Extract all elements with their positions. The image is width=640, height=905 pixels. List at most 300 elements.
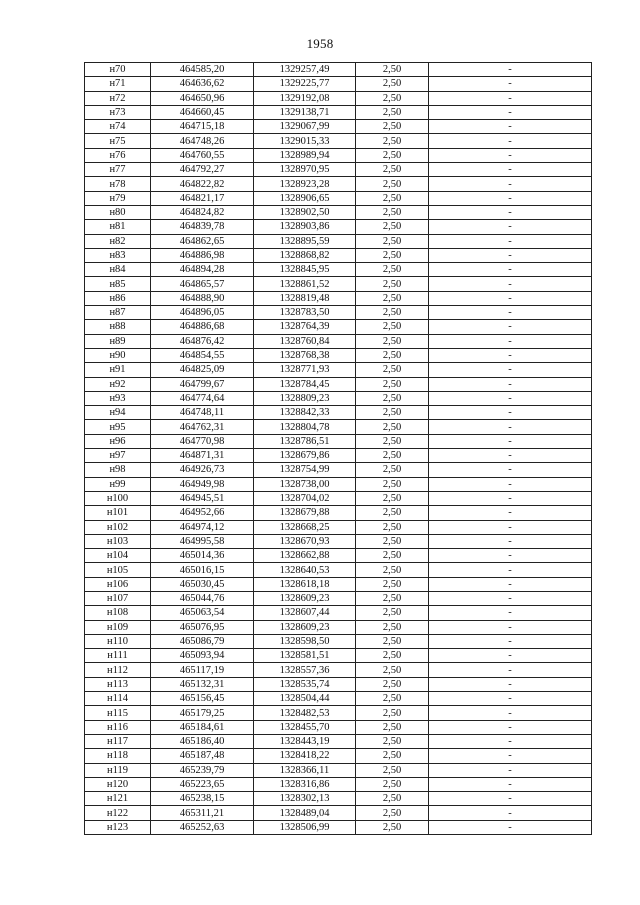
table-row bbox=[85, 463, 592, 477]
point-id-cell: н74 bbox=[85, 120, 151, 134]
table-row bbox=[85, 634, 592, 648]
table-row bbox=[85, 406, 592, 420]
table-row bbox=[85, 720, 592, 734]
y-coordinate-cell: 1328316,86 bbox=[254, 777, 356, 791]
x-coordinate-cell: 464821,17 bbox=[151, 191, 254, 205]
x-coordinate-cell: 465184,61 bbox=[151, 720, 254, 734]
precision-cell: 2,50 bbox=[356, 734, 429, 748]
description-cell: - bbox=[429, 434, 592, 448]
y-coordinate-cell: 1328786,51 bbox=[254, 434, 356, 448]
x-coordinate-cell: 464824,82 bbox=[151, 205, 254, 219]
description-cell: - bbox=[429, 163, 592, 177]
description-cell: - bbox=[429, 120, 592, 134]
x-coordinate-cell: 465186,40 bbox=[151, 734, 254, 748]
table-row bbox=[85, 549, 592, 563]
y-coordinate-cell: 1328598,50 bbox=[254, 634, 356, 648]
precision-cell: 2,50 bbox=[356, 506, 429, 520]
table-row bbox=[85, 334, 592, 348]
point-id-cell: н119 bbox=[85, 763, 151, 777]
x-coordinate-cell: 464760,55 bbox=[151, 148, 254, 162]
x-coordinate-cell: 465063,54 bbox=[151, 606, 254, 620]
table-row bbox=[85, 449, 592, 463]
precision-cell: 2,50 bbox=[356, 477, 429, 491]
y-coordinate-cell: 1328418,22 bbox=[254, 749, 356, 763]
y-coordinate-cell: 1328768,38 bbox=[254, 348, 356, 362]
point-id-cell: н87 bbox=[85, 306, 151, 320]
precision-cell: 2,50 bbox=[356, 634, 429, 648]
y-coordinate-cell: 1328868,82 bbox=[254, 248, 356, 262]
table-row bbox=[85, 63, 592, 77]
y-coordinate-cell: 1328455,70 bbox=[254, 720, 356, 734]
precision-cell: 2,50 bbox=[356, 120, 429, 134]
y-coordinate-cell: 1328760,84 bbox=[254, 334, 356, 348]
table-row bbox=[85, 420, 592, 434]
x-coordinate-cell: 464926,73 bbox=[151, 463, 254, 477]
y-coordinate-cell: 1328668,25 bbox=[254, 520, 356, 534]
description-cell: - bbox=[429, 306, 592, 320]
y-coordinate-cell: 1328607,44 bbox=[254, 606, 356, 620]
x-coordinate-cell: 464974,12 bbox=[151, 520, 254, 534]
precision-cell: 2,50 bbox=[356, 820, 429, 834]
y-coordinate-cell: 1328662,88 bbox=[254, 549, 356, 563]
description-cell: - bbox=[429, 406, 592, 420]
y-coordinate-cell: 1328506,99 bbox=[254, 820, 356, 834]
x-coordinate-cell: 465252,63 bbox=[151, 820, 254, 834]
point-id-cell: н103 bbox=[85, 534, 151, 548]
x-coordinate-cell: 464792,27 bbox=[151, 163, 254, 177]
precision-cell: 2,50 bbox=[356, 105, 429, 119]
x-coordinate-cell: 465030,45 bbox=[151, 577, 254, 591]
precision-cell: 2,50 bbox=[356, 591, 429, 605]
x-coordinate-cell: 464862,65 bbox=[151, 234, 254, 248]
table-row bbox=[85, 477, 592, 491]
table-row bbox=[85, 434, 592, 448]
y-coordinate-cell: 1328557,36 bbox=[254, 663, 356, 677]
table-row bbox=[85, 134, 592, 148]
x-coordinate-cell: 465016,15 bbox=[151, 563, 254, 577]
precision-cell: 2,50 bbox=[356, 434, 429, 448]
y-coordinate-cell: 1328764,39 bbox=[254, 320, 356, 334]
precision-cell: 2,50 bbox=[356, 649, 429, 663]
table-row bbox=[85, 577, 592, 591]
point-id-cell: н82 bbox=[85, 234, 151, 248]
description-cell: - bbox=[429, 391, 592, 405]
x-coordinate-cell: 464660,45 bbox=[151, 105, 254, 119]
table-row bbox=[85, 706, 592, 720]
y-coordinate-cell: 1328895,59 bbox=[254, 234, 356, 248]
table-row bbox=[85, 391, 592, 405]
x-coordinate-cell: 464799,67 bbox=[151, 377, 254, 391]
y-coordinate-cell: 1328970,95 bbox=[254, 163, 356, 177]
precision-cell: 2,50 bbox=[356, 277, 429, 291]
precision-cell: 2,50 bbox=[356, 491, 429, 505]
table-row bbox=[85, 91, 592, 105]
precision-cell: 2,50 bbox=[356, 91, 429, 105]
precision-cell: 2,50 bbox=[356, 777, 429, 791]
x-coordinate-cell: 465179,25 bbox=[151, 706, 254, 720]
coordinates-table bbox=[84, 62, 592, 835]
y-coordinate-cell: 1329225,77 bbox=[254, 77, 356, 91]
y-coordinate-cell: 1329015,33 bbox=[254, 134, 356, 148]
precision-cell: 2,50 bbox=[356, 720, 429, 734]
y-coordinate-cell: 1328784,45 bbox=[254, 377, 356, 391]
x-coordinate-cell: 464865,57 bbox=[151, 277, 254, 291]
x-coordinate-cell: 465239,79 bbox=[151, 763, 254, 777]
x-coordinate-cell: 465311,21 bbox=[151, 806, 254, 820]
y-coordinate-cell: 1328989,94 bbox=[254, 148, 356, 162]
description-cell: - bbox=[429, 534, 592, 548]
x-coordinate-cell: 464945,51 bbox=[151, 491, 254, 505]
y-coordinate-cell: 1329067,99 bbox=[254, 120, 356, 134]
point-id-cell: н70 bbox=[85, 63, 151, 77]
table-row bbox=[85, 306, 592, 320]
y-coordinate-cell: 1328443,19 bbox=[254, 734, 356, 748]
x-coordinate-cell: 464888,90 bbox=[151, 291, 254, 305]
y-coordinate-cell: 1328640,53 bbox=[254, 563, 356, 577]
table-row bbox=[85, 263, 592, 277]
y-coordinate-cell: 1328618,18 bbox=[254, 577, 356, 591]
table-row bbox=[85, 563, 592, 577]
y-coordinate-cell: 1329192,08 bbox=[254, 91, 356, 105]
table-row bbox=[85, 620, 592, 634]
precision-cell: 2,50 bbox=[356, 620, 429, 634]
point-id-cell: н123 bbox=[85, 820, 151, 834]
precision-cell: 2,50 bbox=[356, 563, 429, 577]
point-id-cell: н96 bbox=[85, 434, 151, 448]
table-row bbox=[85, 763, 592, 777]
x-coordinate-cell: 464748,26 bbox=[151, 134, 254, 148]
point-id-cell: н72 bbox=[85, 91, 151, 105]
x-coordinate-cell: 465156,45 bbox=[151, 692, 254, 706]
table-row bbox=[85, 377, 592, 391]
y-coordinate-cell: 1328819,48 bbox=[254, 291, 356, 305]
x-coordinate-cell: 464748,11 bbox=[151, 406, 254, 420]
precision-cell: 2,50 bbox=[356, 549, 429, 563]
x-coordinate-cell: 465238,15 bbox=[151, 792, 254, 806]
table-row bbox=[85, 806, 592, 820]
precision-cell: 2,50 bbox=[356, 420, 429, 434]
y-coordinate-cell: 1329138,71 bbox=[254, 105, 356, 119]
table-row bbox=[85, 606, 592, 620]
description-cell: - bbox=[429, 820, 592, 834]
point-id-cell: н84 bbox=[85, 263, 151, 277]
description-cell: - bbox=[429, 577, 592, 591]
point-id-cell: н109 bbox=[85, 620, 151, 634]
description-cell: - bbox=[429, 220, 592, 234]
point-id-cell: н81 bbox=[85, 220, 151, 234]
table-row bbox=[85, 820, 592, 834]
table-row bbox=[85, 520, 592, 534]
y-coordinate-cell: 1328842,33 bbox=[254, 406, 356, 420]
point-id-cell: н75 bbox=[85, 134, 151, 148]
description-cell: - bbox=[429, 706, 592, 720]
description-cell: - bbox=[429, 520, 592, 534]
description-cell: - bbox=[429, 348, 592, 362]
table-row bbox=[85, 792, 592, 806]
point-id-cell: н91 bbox=[85, 363, 151, 377]
x-coordinate-cell: 465014,36 bbox=[151, 549, 254, 563]
description-cell: - bbox=[429, 763, 592, 777]
table-row bbox=[85, 348, 592, 362]
x-coordinate-cell: 464822,82 bbox=[151, 177, 254, 191]
precision-cell: 2,50 bbox=[356, 77, 429, 91]
table-row bbox=[85, 491, 592, 505]
x-coordinate-cell: 464770,98 bbox=[151, 434, 254, 448]
point-id-cell: н94 bbox=[85, 406, 151, 420]
description-cell: - bbox=[429, 606, 592, 620]
y-coordinate-cell: 1328923,28 bbox=[254, 177, 356, 191]
point-id-cell: н106 bbox=[85, 577, 151, 591]
point-id-cell: н120 bbox=[85, 777, 151, 791]
y-coordinate-cell: 1328804,78 bbox=[254, 420, 356, 434]
description-cell: - bbox=[429, 692, 592, 706]
point-id-cell: н85 bbox=[85, 277, 151, 291]
description-cell: - bbox=[429, 291, 592, 305]
y-coordinate-cell: 1328861,52 bbox=[254, 277, 356, 291]
y-coordinate-cell: 1328366,11 bbox=[254, 763, 356, 777]
x-coordinate-cell: 464650,96 bbox=[151, 91, 254, 105]
precision-cell: 2,50 bbox=[356, 577, 429, 591]
point-id-cell: н118 bbox=[85, 749, 151, 763]
x-coordinate-cell: 464585,20 bbox=[151, 63, 254, 77]
point-id-cell: н104 bbox=[85, 549, 151, 563]
x-coordinate-cell: 464854,55 bbox=[151, 348, 254, 362]
point-id-cell: н78 bbox=[85, 177, 151, 191]
point-id-cell: н108 bbox=[85, 606, 151, 620]
point-id-cell: н92 bbox=[85, 377, 151, 391]
point-id-cell: н114 bbox=[85, 692, 151, 706]
point-id-cell: н88 bbox=[85, 320, 151, 334]
x-coordinate-cell: 464871,31 bbox=[151, 449, 254, 463]
y-coordinate-cell: 1328845,95 bbox=[254, 263, 356, 277]
description-cell: - bbox=[429, 191, 592, 205]
x-coordinate-cell: 465187,48 bbox=[151, 749, 254, 763]
description-cell: - bbox=[429, 792, 592, 806]
point-id-cell: н80 bbox=[85, 205, 151, 219]
point-id-cell: н99 bbox=[85, 477, 151, 491]
description-cell: - bbox=[429, 277, 592, 291]
point-id-cell: н115 bbox=[85, 706, 151, 720]
description-cell: - bbox=[429, 105, 592, 119]
y-coordinate-cell: 1328302,13 bbox=[254, 792, 356, 806]
description-cell: - bbox=[429, 248, 592, 262]
description-cell: - bbox=[429, 77, 592, 91]
description-cell: - bbox=[429, 134, 592, 148]
point-id-cell: н76 bbox=[85, 148, 151, 162]
description-cell: - bbox=[429, 491, 592, 505]
x-coordinate-cell: 464839,78 bbox=[151, 220, 254, 234]
y-coordinate-cell: 1328783,50 bbox=[254, 306, 356, 320]
point-id-cell: н121 bbox=[85, 792, 151, 806]
description-cell: - bbox=[429, 377, 592, 391]
description-cell: - bbox=[429, 477, 592, 491]
description-cell: - bbox=[429, 148, 592, 162]
precision-cell: 2,50 bbox=[356, 363, 429, 377]
table-row bbox=[85, 692, 592, 706]
point-id-cell: н83 bbox=[85, 248, 151, 262]
precision-cell: 2,50 bbox=[356, 134, 429, 148]
description-cell: - bbox=[429, 463, 592, 477]
precision-cell: 2,50 bbox=[356, 205, 429, 219]
y-coordinate-cell: 1328670,93 bbox=[254, 534, 356, 548]
y-coordinate-cell: 1328609,23 bbox=[254, 591, 356, 605]
precision-cell: 2,50 bbox=[356, 63, 429, 77]
description-cell: - bbox=[429, 177, 592, 191]
precision-cell: 2,50 bbox=[356, 348, 429, 362]
point-id-cell: н122 bbox=[85, 806, 151, 820]
table-row bbox=[85, 291, 592, 305]
y-coordinate-cell: 1328902,50 bbox=[254, 205, 356, 219]
y-coordinate-cell: 1328906,65 bbox=[254, 191, 356, 205]
description-cell: - bbox=[429, 234, 592, 248]
precision-cell: 2,50 bbox=[356, 163, 429, 177]
y-coordinate-cell: 1328679,88 bbox=[254, 506, 356, 520]
table-row bbox=[85, 734, 592, 748]
y-coordinate-cell: 1328809,23 bbox=[254, 391, 356, 405]
table-row bbox=[85, 277, 592, 291]
point-id-cell: н95 bbox=[85, 420, 151, 434]
precision-cell: 2,50 bbox=[356, 191, 429, 205]
table-row bbox=[85, 677, 592, 691]
x-coordinate-cell: 464886,68 bbox=[151, 320, 254, 334]
precision-cell: 2,50 bbox=[356, 263, 429, 277]
point-id-cell: н111 bbox=[85, 649, 151, 663]
precision-cell: 2,50 bbox=[356, 391, 429, 405]
x-coordinate-cell: 464774,64 bbox=[151, 391, 254, 405]
description-cell: - bbox=[429, 620, 592, 634]
table-row bbox=[85, 663, 592, 677]
precision-cell: 2,50 bbox=[356, 606, 429, 620]
description-cell: - bbox=[429, 63, 592, 77]
description-cell: - bbox=[429, 720, 592, 734]
point-id-cell: н110 bbox=[85, 634, 151, 648]
x-coordinate-cell: 465132,31 bbox=[151, 677, 254, 691]
point-id-cell: н112 bbox=[85, 663, 151, 677]
precision-cell: 2,50 bbox=[356, 663, 429, 677]
precision-cell: 2,50 bbox=[356, 334, 429, 348]
y-coordinate-cell: 1328504,44 bbox=[254, 692, 356, 706]
point-id-cell: н105 bbox=[85, 563, 151, 577]
x-coordinate-cell: 465093,94 bbox=[151, 649, 254, 663]
y-coordinate-cell: 1328754,99 bbox=[254, 463, 356, 477]
x-coordinate-cell: 464896,05 bbox=[151, 306, 254, 320]
precision-cell: 2,50 bbox=[356, 763, 429, 777]
precision-cell: 2,50 bbox=[356, 406, 429, 420]
precision-cell: 2,50 bbox=[356, 692, 429, 706]
x-coordinate-cell: 465117,19 bbox=[151, 663, 254, 677]
description-cell: - bbox=[429, 263, 592, 277]
table-row bbox=[85, 591, 592, 605]
table-row bbox=[85, 148, 592, 162]
y-coordinate-cell: 1328609,23 bbox=[254, 620, 356, 634]
y-coordinate-cell: 1328679,86 bbox=[254, 449, 356, 463]
table-row bbox=[85, 220, 592, 234]
x-coordinate-cell: 464995,58 bbox=[151, 534, 254, 548]
x-coordinate-cell: 464952,66 bbox=[151, 506, 254, 520]
description-cell: - bbox=[429, 677, 592, 691]
precision-cell: 2,50 bbox=[356, 534, 429, 548]
precision-cell: 2,50 bbox=[356, 792, 429, 806]
table-row bbox=[85, 777, 592, 791]
y-coordinate-cell: 1328482,53 bbox=[254, 706, 356, 720]
precision-cell: 2,50 bbox=[356, 449, 429, 463]
x-coordinate-cell: 464636,62 bbox=[151, 77, 254, 91]
precision-cell: 2,50 bbox=[356, 377, 429, 391]
y-coordinate-cell: 1328535,74 bbox=[254, 677, 356, 691]
point-id-cell: н71 bbox=[85, 77, 151, 91]
point-id-cell: н93 bbox=[85, 391, 151, 405]
description-cell: - bbox=[429, 634, 592, 648]
point-id-cell: н107 bbox=[85, 591, 151, 605]
precision-cell: 2,50 bbox=[356, 306, 429, 320]
description-cell: - bbox=[429, 649, 592, 663]
y-coordinate-cell: 1328903,86 bbox=[254, 220, 356, 234]
precision-cell: 2,50 bbox=[356, 706, 429, 720]
precision-cell: 2,50 bbox=[356, 148, 429, 162]
point-id-cell: н90 bbox=[85, 348, 151, 362]
description-cell: - bbox=[429, 420, 592, 434]
table-row bbox=[85, 749, 592, 763]
point-id-cell: н101 bbox=[85, 506, 151, 520]
table-row bbox=[85, 205, 592, 219]
x-coordinate-cell: 464894,28 bbox=[151, 263, 254, 277]
precision-cell: 2,50 bbox=[356, 248, 429, 262]
precision-cell: 2,50 bbox=[356, 291, 429, 305]
x-coordinate-cell: 464825,09 bbox=[151, 363, 254, 377]
precision-cell: 2,50 bbox=[356, 520, 429, 534]
description-cell: - bbox=[429, 91, 592, 105]
precision-cell: 2,50 bbox=[356, 463, 429, 477]
table-row bbox=[85, 506, 592, 520]
table-row bbox=[85, 163, 592, 177]
table-row bbox=[85, 120, 592, 134]
description-cell: - bbox=[429, 449, 592, 463]
y-coordinate-cell: 1328771,93 bbox=[254, 363, 356, 377]
point-id-cell: н102 bbox=[85, 520, 151, 534]
point-id-cell: н86 bbox=[85, 291, 151, 305]
description-cell: - bbox=[429, 663, 592, 677]
precision-cell: 2,50 bbox=[356, 749, 429, 763]
description-cell: - bbox=[429, 320, 592, 334]
point-id-cell: н97 bbox=[85, 449, 151, 463]
precision-cell: 2,50 bbox=[356, 677, 429, 691]
point-id-cell: н73 bbox=[85, 105, 151, 119]
x-coordinate-cell: 464762,31 bbox=[151, 420, 254, 434]
description-cell: - bbox=[429, 506, 592, 520]
x-coordinate-cell: 465044,76 bbox=[151, 591, 254, 605]
precision-cell: 2,50 bbox=[356, 177, 429, 191]
table-row bbox=[85, 320, 592, 334]
point-id-cell: н117 bbox=[85, 734, 151, 748]
y-coordinate-cell: 1328738,00 bbox=[254, 477, 356, 491]
table-row bbox=[85, 649, 592, 663]
y-coordinate-cell: 1328489,04 bbox=[254, 806, 356, 820]
x-coordinate-cell: 464949,98 bbox=[151, 477, 254, 491]
point-id-cell: н113 bbox=[85, 677, 151, 691]
table-row bbox=[85, 105, 592, 119]
precision-cell: 2,50 bbox=[356, 806, 429, 820]
table-row bbox=[85, 248, 592, 262]
table-row bbox=[85, 191, 592, 205]
description-cell: - bbox=[429, 363, 592, 377]
table-row bbox=[85, 177, 592, 191]
point-id-cell: н77 bbox=[85, 163, 151, 177]
description-cell: - bbox=[429, 591, 592, 605]
precision-cell: 2,50 bbox=[356, 320, 429, 334]
description-cell: - bbox=[429, 734, 592, 748]
point-id-cell: н79 bbox=[85, 191, 151, 205]
description-cell: - bbox=[429, 749, 592, 763]
